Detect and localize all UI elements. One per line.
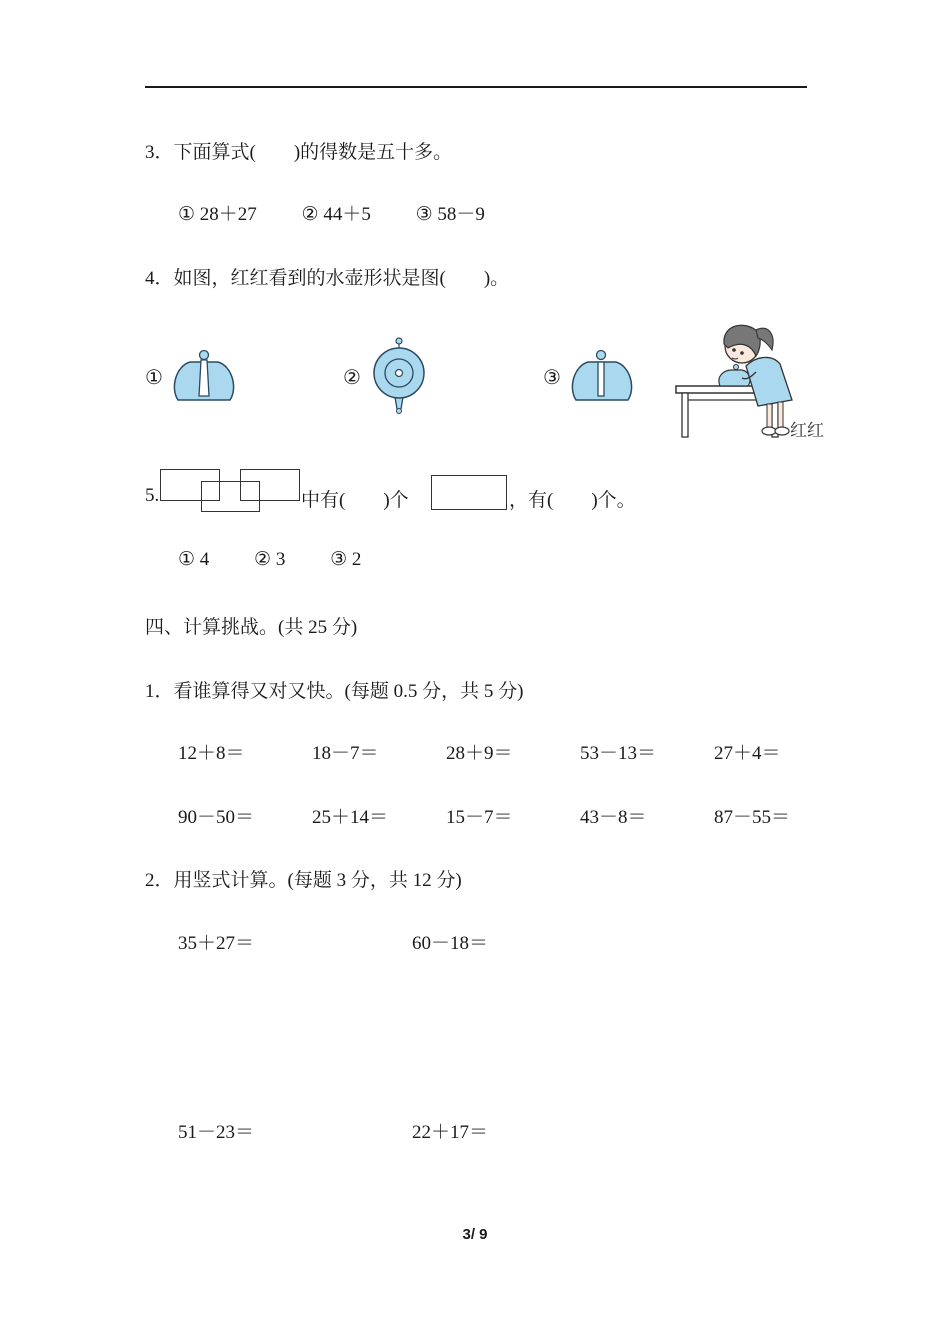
- q3-option-2[interactable]: ② 44＋5: [301, 204, 371, 225]
- q5-part1: 中有( )个: [301, 490, 409, 511]
- q4-label-2: ②: [343, 367, 361, 389]
- q5-option-1[interactable]: ① 4: [178, 549, 210, 570]
- q5-option-2[interactable]: ② 3: [254, 549, 286, 570]
- q3-option-1[interactable]: ① 28＋27: [178, 204, 257, 225]
- q4-label-3: ③: [543, 367, 561, 389]
- q3-text: 3．下面算式( )的得数是五十多。: [145, 142, 453, 163]
- calc-item[interactable]: 87－55＝: [714, 807, 791, 828]
- calc-item[interactable]: 43－8＝: [580, 807, 647, 828]
- teapot-top-view[interactable]: [370, 337, 430, 415]
- calc-item[interactable]: 53－13＝: [580, 743, 657, 764]
- q5-option-3[interactable]: ③ 2: [330, 549, 362, 570]
- q5-number: 5.: [145, 485, 160, 506]
- section4-q2-text: 2．用竖式计算。(每题 3 分，共 12 分): [145, 870, 462, 891]
- q3-options: [178, 199, 525, 226]
- q5-part2: ，有( )个。: [509, 490, 636, 511]
- vertical-calc-item[interactable]: 22＋17＝: [412, 1122, 489, 1143]
- section4-q1-text: 1．看谁算得又对又快。(每题 0.5 分，共 5 分): [145, 681, 524, 702]
- section4-title: 四、计算挑战。(共 25 分): [145, 617, 358, 638]
- header-rule: [145, 86, 807, 88]
- rect-shape-reference: [431, 475, 507, 510]
- rect-shape-3: [240, 469, 300, 501]
- calc-item[interactable]: 27＋4＝: [714, 743, 781, 764]
- q5-options: [178, 548, 401, 571]
- page-number: 3/ 9: [462, 1226, 488, 1243]
- calc-item[interactable]: 28＋9＝: [446, 743, 513, 764]
- calc-item[interactable]: 90－50＝: [178, 807, 255, 828]
- calc-item[interactable]: 18－7＝: [312, 743, 379, 764]
- teapot-side-view-3[interactable]: [568, 348, 640, 404]
- calc-item[interactable]: 25＋14＝: [312, 807, 389, 828]
- teapot-side-view-1[interactable]: [170, 348, 242, 404]
- vertical-calc-item[interactable]: 51－23＝: [178, 1122, 255, 1143]
- vertical-calc-item[interactable]: 60－18＝: [412, 933, 489, 954]
- calc-item[interactable]: 15－7＝: [446, 807, 513, 828]
- calc-item[interactable]: 12＋8＝: [178, 743, 245, 764]
- girl-name-label: 红红: [790, 421, 824, 440]
- q4-text: 4．如图，红红看到的水壶形状是图( )。: [145, 268, 510, 289]
- q3-option-3[interactable]: ③ 58－9: [415, 204, 485, 225]
- q4-label-1: ①: [145, 367, 163, 389]
- vertical-calc-item[interactable]: 35＋27＝: [178, 933, 255, 954]
